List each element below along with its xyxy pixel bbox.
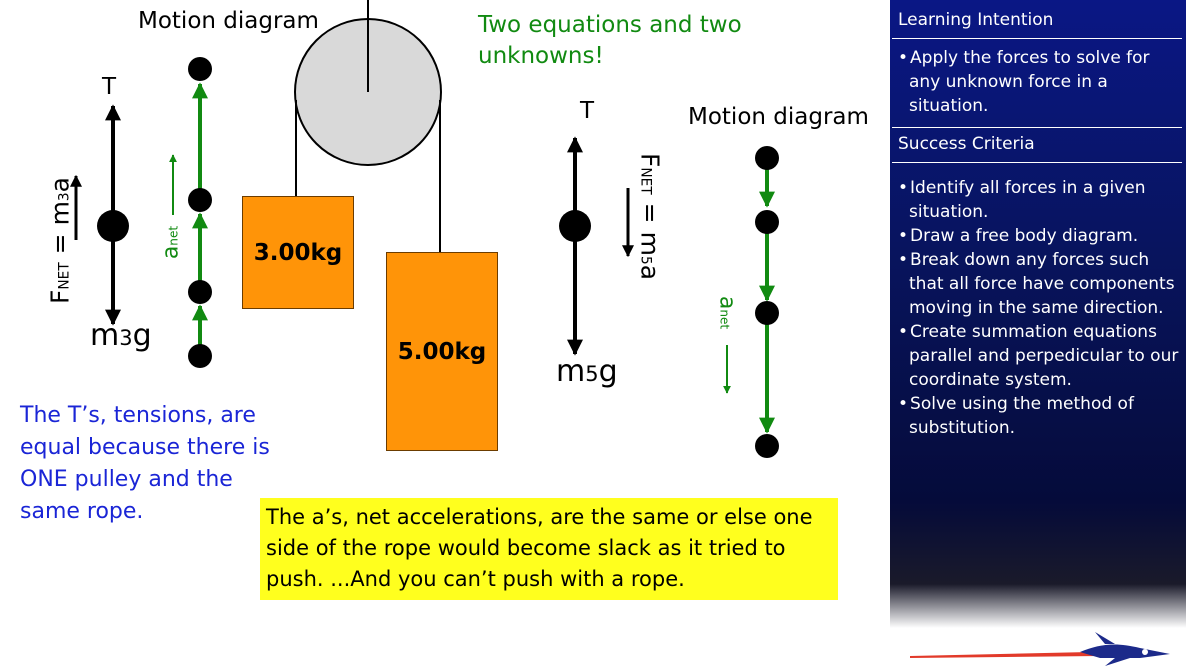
left-motion-dot-1 (188, 57, 212, 81)
jet-logo (900, 630, 1180, 667)
left-motion-dot-4 (188, 344, 212, 368)
left-weight-label: m3g (90, 318, 152, 353)
left-motion-dot-2 (188, 188, 212, 212)
success-item: • Break down any forces such that all force have components moving in the same direction. (898, 248, 1180, 320)
success-criteria-rule (892, 162, 1182, 163)
success-item: • Draw a free body diagram. (898, 224, 1180, 248)
success-item: • Create summation equations parallel and perpedicular to our coordinate system. (898, 320, 1180, 392)
right-weight-label: m5g (556, 354, 618, 389)
learning-intention-rule (892, 38, 1182, 39)
right-fnet-label: FNET = m5a (635, 152, 665, 281)
left-body-dot (97, 210, 129, 242)
success-criteria-top-rule (892, 127, 1182, 128)
success-item: • Identify all forces in a given situation. (898, 176, 1180, 224)
acceleration-note: The a’s, net accelerations, are the same or else one side of the rope would become slack as it tried to push. ...And you can’t push with a rope. (260, 498, 838, 600)
right-anet-label: anet (714, 295, 740, 330)
objectives-sidebar (890, 0, 1186, 628)
right-motion-dot-1 (755, 146, 779, 170)
learning-intention-title: Learning Intention (898, 10, 1054, 30)
mass-box-large (386, 252, 498, 451)
left-fnet-label: FNET = m3a (45, 176, 75, 305)
success-criteria-list (898, 176, 1180, 440)
learning-intention-list (898, 46, 1180, 118)
right-motion-dot-2 (755, 210, 779, 234)
tension-note: The T’s, tensions, are equal because there is ONE pulley and the same rope. (20, 403, 270, 524)
right-tension-label: T (580, 98, 595, 124)
success-criteria-title: Success Criteria (898, 134, 1035, 154)
success-item: • Solve using the method of substitution. (898, 392, 1180, 440)
left-motion-title: Motion diagram (138, 8, 319, 34)
right-body-dot (559, 210, 591, 242)
equations-headline: Two equations and two unknowns! (478, 12, 742, 69)
right-motion-title: Motion diagram (688, 104, 869, 130)
learning-item: • Apply the forces to solve for any unknown force in a situation. (898, 46, 1180, 118)
mass-label-large: 5.00kg (397, 338, 487, 365)
mass-label-small: 3.00kg (253, 239, 343, 266)
mass-box-small (242, 196, 354, 309)
left-anet-label: anet (158, 225, 184, 260)
left-motion-dot-3 (188, 280, 212, 304)
right-motion-dot-3 (755, 301, 779, 325)
left-tension-label: T (102, 74, 117, 100)
right-motion-dot-4 (755, 434, 779, 458)
